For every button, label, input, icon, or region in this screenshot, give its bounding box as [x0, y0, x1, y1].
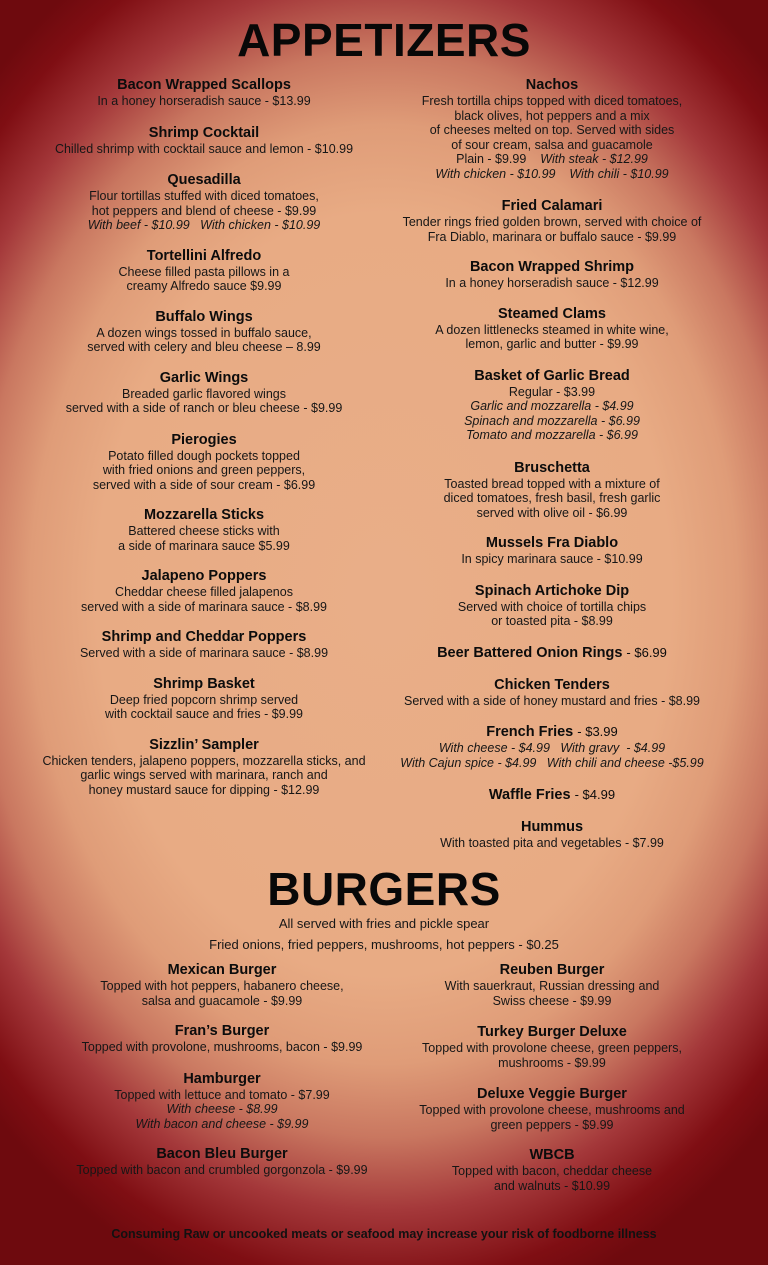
menu-item-description: Tender rings fried golden brown, served with choice of: [402, 215, 702, 229]
menu-item-title: Jalapeno Poppers: [141, 568, 267, 584]
menu-item: [372, 723, 732, 770]
menu-item-description: Breaded garlic flavored wings: [122, 386, 286, 401]
menu-item-price: - $6.99: [626, 644, 667, 660]
menu-item-name: [372, 77, 732, 94]
menu-item-name: [24, 432, 384, 449]
menu-item-description: A dozen littlenecks steamed in white wine,: [435, 322, 669, 337]
menu-item-description: Fra Diablo, marinara or buffalo sauce - $9.99: [427, 229, 677, 244]
menu-item-description: Potato filled dough pockets topped: [108, 448, 300, 463]
menu-item-price: - $4.99: [574, 787, 616, 802]
menu-item-option: With chicken - $10.99 With chili - $10.99: [435, 166, 669, 181]
menu-item-description: served with celery and bleu cheese – 8.99: [87, 340, 321, 354]
menu-item: [372, 1024, 732, 1070]
appetizers-left-column: [24, 77, 384, 797]
menu-item-name: [372, 644, 732, 662]
menu-item: [372, 259, 732, 291]
menu-item-name: [24, 370, 384, 387]
menu-item-description: Served with a side of marinara sauce - $8.99: [79, 646, 329, 660]
menu-item: [24, 370, 384, 416]
menu-item: [372, 1147, 732, 1193]
menu-item-title: French Fries: [486, 724, 574, 740]
menu-item-description: Served with a side of honey mustard and fries - $8.99: [404, 693, 700, 708]
menu-item-description: mushrooms - $9.99: [498, 1055, 606, 1070]
menu-item-description: Topped with hot peppers, habanero cheese,: [100, 979, 344, 993]
menu-item-description: A dozen wings tossed in buffalo sauce,: [96, 325, 312, 340]
menu-item-name: [372, 368, 732, 385]
menu-item: [24, 629, 384, 661]
menu-item-option: Plain - $9.99: [456, 152, 527, 166]
appetizers-title: APPETIZERS: [237, 14, 531, 66]
menu-item: [372, 535, 732, 567]
menu-item-name: [372, 677, 732, 694]
menu-item-title: Waffle Fries: [488, 787, 571, 803]
menu-item-title: Nachos: [525, 77, 579, 93]
menu-item-name: [42, 1071, 402, 1088]
menu-item-description: creamy Alfredo sauce $9.99: [126, 279, 282, 293]
menu-item-title: Tortellini Alfredo: [146, 247, 262, 264]
menu-item-name: [24, 676, 384, 693]
menu-item: [372, 306, 732, 352]
menu-item-name: [372, 723, 732, 741]
burgers-right-column: [372, 962, 732, 1193]
menu-item-title: Spinach Artichoke Dip: [474, 582, 630, 599]
menu-item-title: Sizzlin’ Sampler: [149, 736, 259, 753]
menu-item: [24, 125, 384, 157]
menu-item-title: Steamed Clams: [498, 305, 606, 322]
menu-item-title: Basket of Garlic Bread: [474, 367, 630, 384]
menu-item-title: Shrimp and Cheddar Poppers: [101, 629, 307, 645]
menu-item-name: [24, 77, 384, 94]
menu-item-description: of cheeses melted on top. Served with sides: [429, 123, 675, 137]
menu-item-description: green peppers - $9.99: [490, 1117, 614, 1132]
menu-item-description: Topped with lettuce and tomato - $7.99: [114, 1087, 330, 1102]
menu-item-description: Served with choice of tortilla chips: [457, 599, 647, 614]
menu-item-description: with cocktail sauce and fries - $9.99: [104, 707, 304, 721]
menu-item-title: Reuben Burger: [499, 962, 605, 978]
menu-item-name: [24, 737, 384, 754]
menu-item-name: [24, 568, 384, 585]
menu-item-name: [42, 962, 402, 979]
menu-item-description: served with olive oil - $6.99: [476, 505, 628, 520]
menu-item: [372, 583, 732, 629]
menu-item-option: With cheese - $8.99: [166, 1102, 278, 1116]
menu-item-description: lemon, garlic and butter - $9.99: [465, 337, 639, 351]
menu-item-description: Chilled shrimp with cocktail sauce and lemon - $10.99: [54, 141, 354, 156]
menu-item-option: With cheese - $4.99 With gravy - $4.99: [438, 741, 666, 755]
menu-item: [372, 460, 732, 521]
menu-item-title: Turkey Burger Deluxe: [477, 1024, 627, 1040]
menu-item-description: Topped with provolone, mushrooms, bacon - $9.99: [81, 1040, 363, 1054]
menu-item-title: Chicken Tenders: [494, 676, 610, 693]
menu-item-description: Deep fried popcorn shrimp served: [109, 692, 299, 707]
menu-item-description: Cheese filled pasta pillows in a: [118, 264, 290, 279]
menu-item-title: Mozzarella Sticks: [143, 507, 265, 523]
menu-item-name: [24, 629, 384, 646]
burgers-title: BURGERS: [267, 863, 501, 915]
menu-item-title: Fran’s Burger: [174, 1023, 270, 1039]
menu-item-name: [372, 819, 732, 836]
menu-item-title: WBCB: [529, 1147, 575, 1163]
menu-item-title: Deluxe Veggie Burger: [477, 1086, 627, 1102]
menu-item-title: Garlic Wings: [159, 369, 249, 386]
menu-item-description: Fresh tortilla chips topped with diced tomatoes,: [421, 94, 683, 108]
menu-item-option: Garlic and mozzarella - $4.99: [470, 399, 634, 413]
menu-item-name: [372, 1086, 732, 1103]
menu-item-description: In spicy marinara sauce - $10.99: [461, 552, 643, 566]
menu-item-option-line: [372, 152, 732, 167]
menu-item-option: Tomato and mozzarella - $6.99: [466, 428, 638, 442]
menu-item-description: Topped with provolone cheese, green peppers,: [422, 1041, 682, 1055]
menu-item-title: Bacon Wrapped Shrimp: [469, 259, 635, 275]
burgers-subtitle: All served with fries and pickle spear: [278, 916, 490, 931]
menu-item-description: garlic wings served with marinara, ranch and: [80, 768, 328, 782]
menu-item-description: Flour tortillas stuffed with diced tomatoes,: [89, 189, 319, 203]
menu-item-name: [372, 583, 732, 600]
menu-item-option: With Cajun spice - $4.99 With chili and cheese -$5.99: [400, 755, 704, 770]
menu-item-description: served with a side of ranch or bleu cheese - $9.99: [65, 401, 343, 415]
menu-item-name: [372, 1024, 732, 1041]
menu-item-description: With toasted pita and vegetables - $7.99: [440, 836, 664, 850]
menu-item-name: [42, 1023, 402, 1040]
menu-item: [372, 819, 732, 851]
menu-item-description: Chicken tenders, jalapeno poppers, mozzarella sticks, and: [42, 753, 366, 768]
menu-item: [42, 1023, 402, 1055]
menu-item: [24, 432, 384, 493]
menu-item: [42, 1071, 402, 1132]
menu-item-name: [372, 460, 732, 477]
menu-item-description: Battered cheese sticks with: [128, 524, 280, 538]
appetizers-right-column: [372, 77, 732, 851]
menu-item-description: black olives, hot peppers and a mix: [454, 108, 650, 123]
menu-item-description: Toasted bread topped with a mixture of: [444, 476, 660, 491]
menu-item-name: [24, 172, 384, 189]
menu-item-name: [372, 259, 732, 276]
menu-item: [24, 248, 384, 294]
menu-item: [24, 172, 384, 233]
menu-item-title: Buffalo Wings: [155, 308, 253, 325]
menu-item-description: With sauerkraut, Russian dressing and: [444, 979, 660, 993]
menu-item-price: - $3.99: [577, 724, 618, 739]
menu-item: [372, 368, 732, 443]
menu-item-title: Shrimp Basket: [153, 675, 255, 692]
menu-item: [372, 677, 732, 709]
menu-item-description: Topped with provolone cheese, mushrooms and: [419, 1103, 685, 1117]
menu-item-name: [372, 1147, 732, 1164]
menu-item: [42, 1146, 402, 1178]
menu-item: [24, 737, 384, 798]
menu-item-name: [372, 962, 732, 979]
menu-item-description: diced tomatoes, fresh basil, fresh garlic: [443, 491, 661, 505]
menu-item-title: Bacon Bleu Burger: [156, 1146, 288, 1162]
menu-item-description: Regular - $3.99: [508, 384, 596, 399]
menu-item-title: Hamburger: [183, 1070, 261, 1087]
menu-item: [24, 309, 384, 355]
menu-item-description: and walnuts - $10.99: [493, 1178, 611, 1193]
menu-item: [24, 568, 384, 614]
menu-item-title: Beer Battered Onion Rings: [437, 644, 623, 661]
menu-item-description: of sour cream, salsa and guacamole: [451, 137, 653, 152]
menu-item: [24, 676, 384, 722]
menu-item-name: [372, 306, 732, 323]
menu-item-name: [372, 786, 732, 804]
menu-item-title: Fried Calamari: [501, 198, 603, 214]
menu-item-description: Topped with bacon, cheddar cheese: [451, 1164, 653, 1178]
menu-item: [372, 962, 732, 1008]
menu-item-title: Mussels Fra Diablo: [485, 535, 619, 551]
burgers-toppings-note: Fried onions, fried peppers, mushrooms, hot peppers - $0.25: [209, 937, 559, 952]
menu-item-description: served with a side of sour cream - $6.99: [92, 477, 316, 492]
menu-item: [372, 198, 732, 244]
menu-item-description: with fried onions and green peppers,: [102, 463, 306, 477]
menu-item-title: Mexican Burger: [167, 962, 277, 978]
menu-item-name: [42, 1146, 402, 1163]
menu-item: [372, 786, 732, 804]
menu-item-name: [372, 198, 732, 215]
menu-item-description: a side of marinara sauce $5.99: [118, 538, 290, 553]
menu-item-description: or toasted pita - $8.99: [491, 614, 613, 628]
menu-item: [24, 507, 384, 553]
menu-item: [42, 962, 402, 1008]
menu-item-name: [24, 507, 384, 524]
menu-item-name: [24, 125, 384, 142]
menu-item-name: [372, 535, 732, 552]
menu-item-name: [24, 309, 384, 326]
menu-item-name: [24, 248, 384, 265]
menu-item: [24, 77, 384, 109]
menu-item-description: In a honey horseradish sauce - $12.99: [445, 276, 659, 290]
menu-item-title: Hummus: [520, 819, 584, 835]
menu-item-description: hot peppers and blend of cheese - $9.99: [91, 203, 317, 218]
menu-item-option: With bacon and cheese - $9.99: [135, 1116, 309, 1131]
menu-item-option: With beef - $10.99 With chicken - $10.99: [87, 218, 321, 232]
menu-item-description: salsa and guacamole - $9.99: [141, 993, 303, 1008]
menu-item-description: served with a side of marinara sauce - $8.99: [81, 599, 327, 614]
menu-item-description: Swiss cheese - $9.99: [492, 993, 612, 1008]
menu-item-title: Bruschetta: [514, 459, 590, 476]
menu-item-title: Shrimp Cocktail: [148, 124, 260, 141]
menu-item-description: Topped with bacon and crumbled gorgonzola - $9.99: [76, 1163, 368, 1177]
menu-item: [372, 77, 732, 181]
menu-item-title: Bacon Wrapped Scallops: [117, 77, 291, 93]
menu-item-option: With steak - $12.99: [540, 152, 648, 166]
menu-item-description: Cheddar cheese filled jalapenos: [115, 585, 293, 599]
food-safety-notice: Consuming Raw or uncooked meats or seafood may increase your risk of foodborne illness: [111, 1227, 657, 1241]
menu-item-description: In a honey horseradish sauce - $13.99: [97, 94, 311, 108]
menu-item: [372, 1086, 732, 1132]
menu-item-title: Quesadilla: [167, 172, 241, 188]
burgers-left-column: [42, 962, 402, 1178]
menu-item-description: honey mustard sauce for dipping - $12.99: [88, 782, 320, 797]
menu-item-option: Spinach and mozzarella - $6.99: [464, 413, 640, 428]
menu-item-title: Pierogies: [171, 431, 237, 448]
menu-item: [372, 644, 732, 662]
